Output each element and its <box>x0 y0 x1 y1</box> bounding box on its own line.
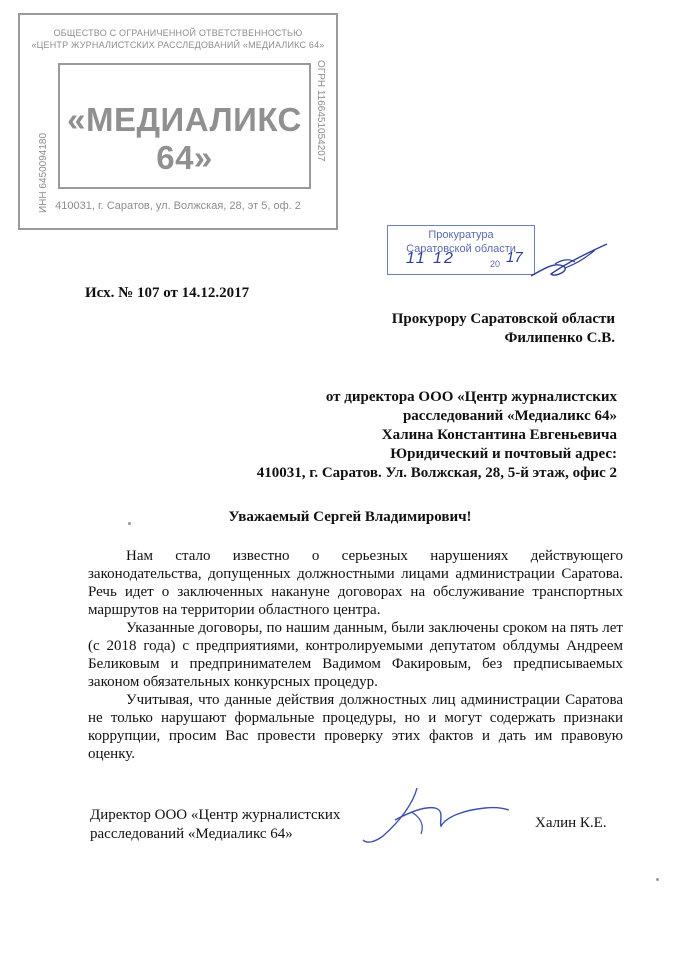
signatory-name: Халин К.Е. <box>535 815 607 831</box>
received-stamp-year: 17 <box>506 249 523 266</box>
letter-body <box>88 547 623 763</box>
handwritten-signature <box>355 782 515 852</box>
received-stamp-year-prefix: 20 <box>490 259 501 269</box>
sender-line1: от директора ООО «Центр журналистских <box>325 389 617 405</box>
received-stamp-line1: Прокуратура <box>428 229 494 241</box>
stamp-header-line1: ОБЩЕСТВО С ОГРАНИЧЕННОЙ ОТВЕТСТВЕННОСТЬЮ <box>53 28 303 38</box>
scan-speck-2 <box>656 878 659 881</box>
stamp-header-line2: «ЦЕНТР ЖУРНАЛИСТСКИХ РАССЛЕДОВАНИЙ «МЕДИАЛИКС 64» <box>31 40 325 50</box>
addressee-block <box>392 310 615 348</box>
body-paragraph-1: Нам стало известно о серьезных нарушениях действующего законодательства, допущенных должностными лицами администрации Саратова. Речь идет о заключенных накануне договорах на обслуживание транспортных маршрутов на территории областного центра. <box>88 548 623 618</box>
stamp-company-name: «МЕДИАЛИКС 64» <box>67 101 302 176</box>
company-stamp <box>18 13 338 230</box>
received-stamp-date: 11 12 <box>406 250 455 267</box>
signatory-position <box>90 806 340 844</box>
sender-line3: Халина Константина Евгеньевича <box>381 427 617 443</box>
addressee-line2: Филипенко С.В. <box>504 330 615 346</box>
stamp-ogrn: ОГРН 1166451054207 <box>315 60 326 162</box>
received-stamp <box>387 225 535 275</box>
signatory-position-line2: расследований «Медиаликс 64» <box>90 826 293 842</box>
received-initials-signature <box>525 238 615 288</box>
addressee-line1: Прокурору Саратовской области <box>391 311 615 327</box>
sender-line5: 410031, г. Саратов. Ул. Волжская, 28, 5-й этаж, офис 2 <box>256 465 617 481</box>
sender-line4: Юридический и почтовый адрес: <box>390 446 617 462</box>
signatory-position-line1: Директор ООО «Центр журналистских <box>90 807 341 823</box>
stamp-inner-frame <box>58 63 311 189</box>
received-stamp-line2: Саратовской области <box>406 243 516 255</box>
stamp-header <box>20 27 336 51</box>
stamp-inn: ИНН 6450094180 <box>38 132 49 213</box>
stamp-address: 410031, г. Саратов, ул. Волжская, 28, эт 5, оф. 2 <box>55 200 301 212</box>
outgoing-number: Исх. № 107 от 14.12.2017 <box>85 285 250 301</box>
sender-line2: расследований «Медиаликс 64» <box>402 408 617 424</box>
sender-block <box>257 388 617 483</box>
body-paragraph-3: Учитывая, что данные действия должностных лиц администрации Саратова не только нарушают формальные процедуры, но и могут содержать признаки коррупции, просим Вас провести проверку этих фактов и дать им правовую оценку. <box>88 692 623 762</box>
greeting: Уважаемый Сергей Владимирович! <box>228 509 472 525</box>
body-paragraph-2: Указанные договоры, по нашим данным, были заключены сроком на пять лет (с 2018 года) с предприятиями, контролируемыми депутатом облдумы Андреем Беликовым и предпринимателем Вадимом Факировым, без предписываемых законом обязательных конкурсных процедур. <box>88 620 623 690</box>
